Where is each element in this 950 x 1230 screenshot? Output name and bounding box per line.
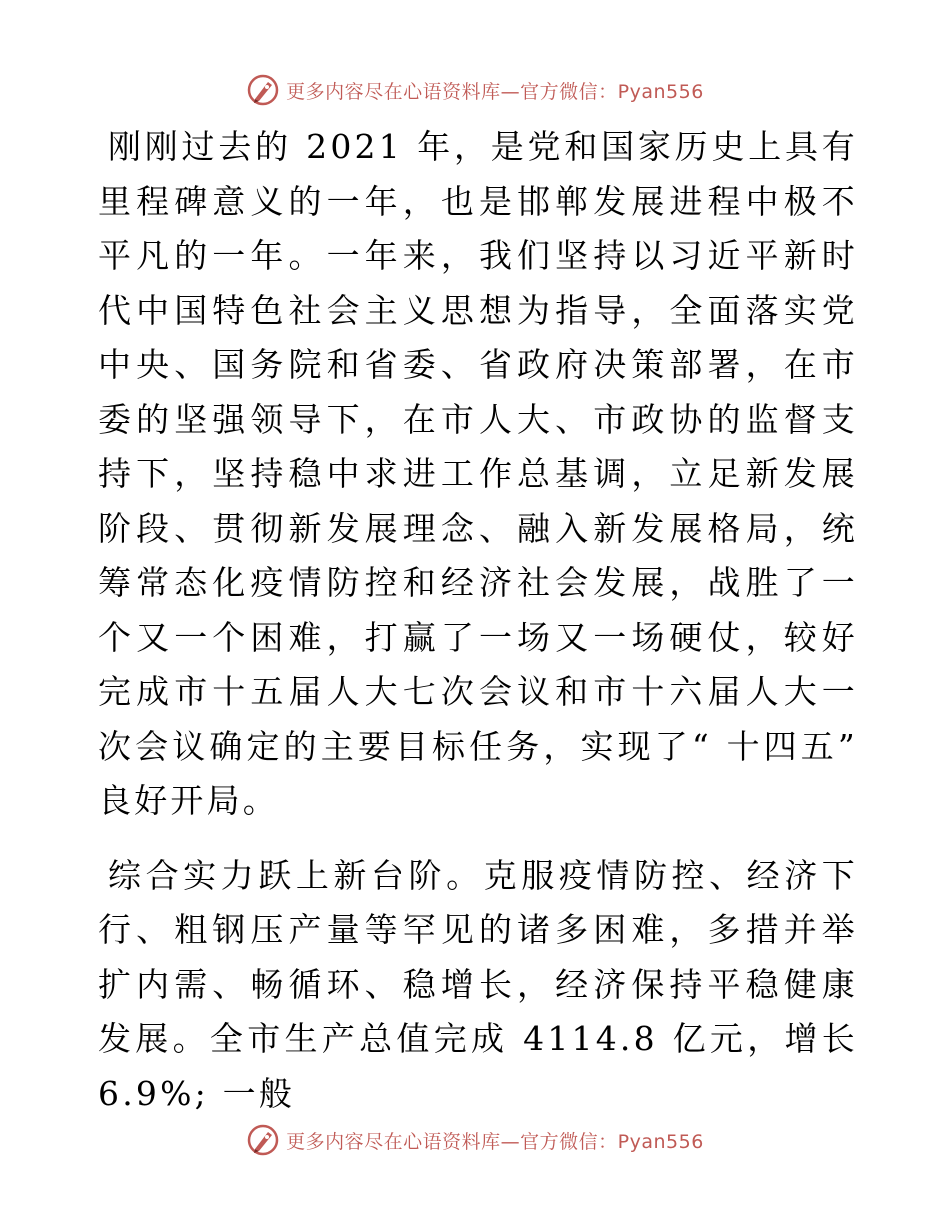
watermark-text: 更多内容尽在心语资料库—官方微信：Pyan556 <box>286 80 704 103</box>
watermark-header <box>0 72 950 108</box>
watermark-text: 更多内容尽在心语资料库—官方微信：Pyan556 <box>286 1130 704 1153</box>
document-body <box>98 120 858 1121</box>
paragraph-economy: 综合实力跃上新台阶。克服疫情防控、经济下行、粗钢压产量等罕见的诸多困难，多措并举扩内需、畅循环、稳增长，经济保持平稳健康发展。全市生产总值完成 4114.8 亿元，增长 6.9%; 一般 <box>98 855 858 1113</box>
pen-logo-icon <box>246 1123 280 1157</box>
watermark-footer <box>0 1122 950 1158</box>
paragraph-intro: 刚刚过去的 2021 年，是党和国家历史上具有里程碑意义的一年，也是邯郸发展进程中极不平凡的一年。一年来，我们坚持以习近平新时代中国特色社会主义思想为指导，全面落实党中央、国务院和省委、省政府决策部署，在市委的坚强领导下，在市人大、市政协的监督支持下，坚持稳中求进工作总基调，立足新发展阶段、贯彻新发展理念、融入新发展格局，统筹常态化疫情防控和经济社会发展，战胜了一个又一个困难，打赢了一场又一场硬仗，较好完成市十五届人大七次会议和市十六届人大一次会议确定的主要目标任务，实现了“ 十四五” 良好开局。 <box>98 127 858 820</box>
pen-logo-icon <box>246 73 280 107</box>
